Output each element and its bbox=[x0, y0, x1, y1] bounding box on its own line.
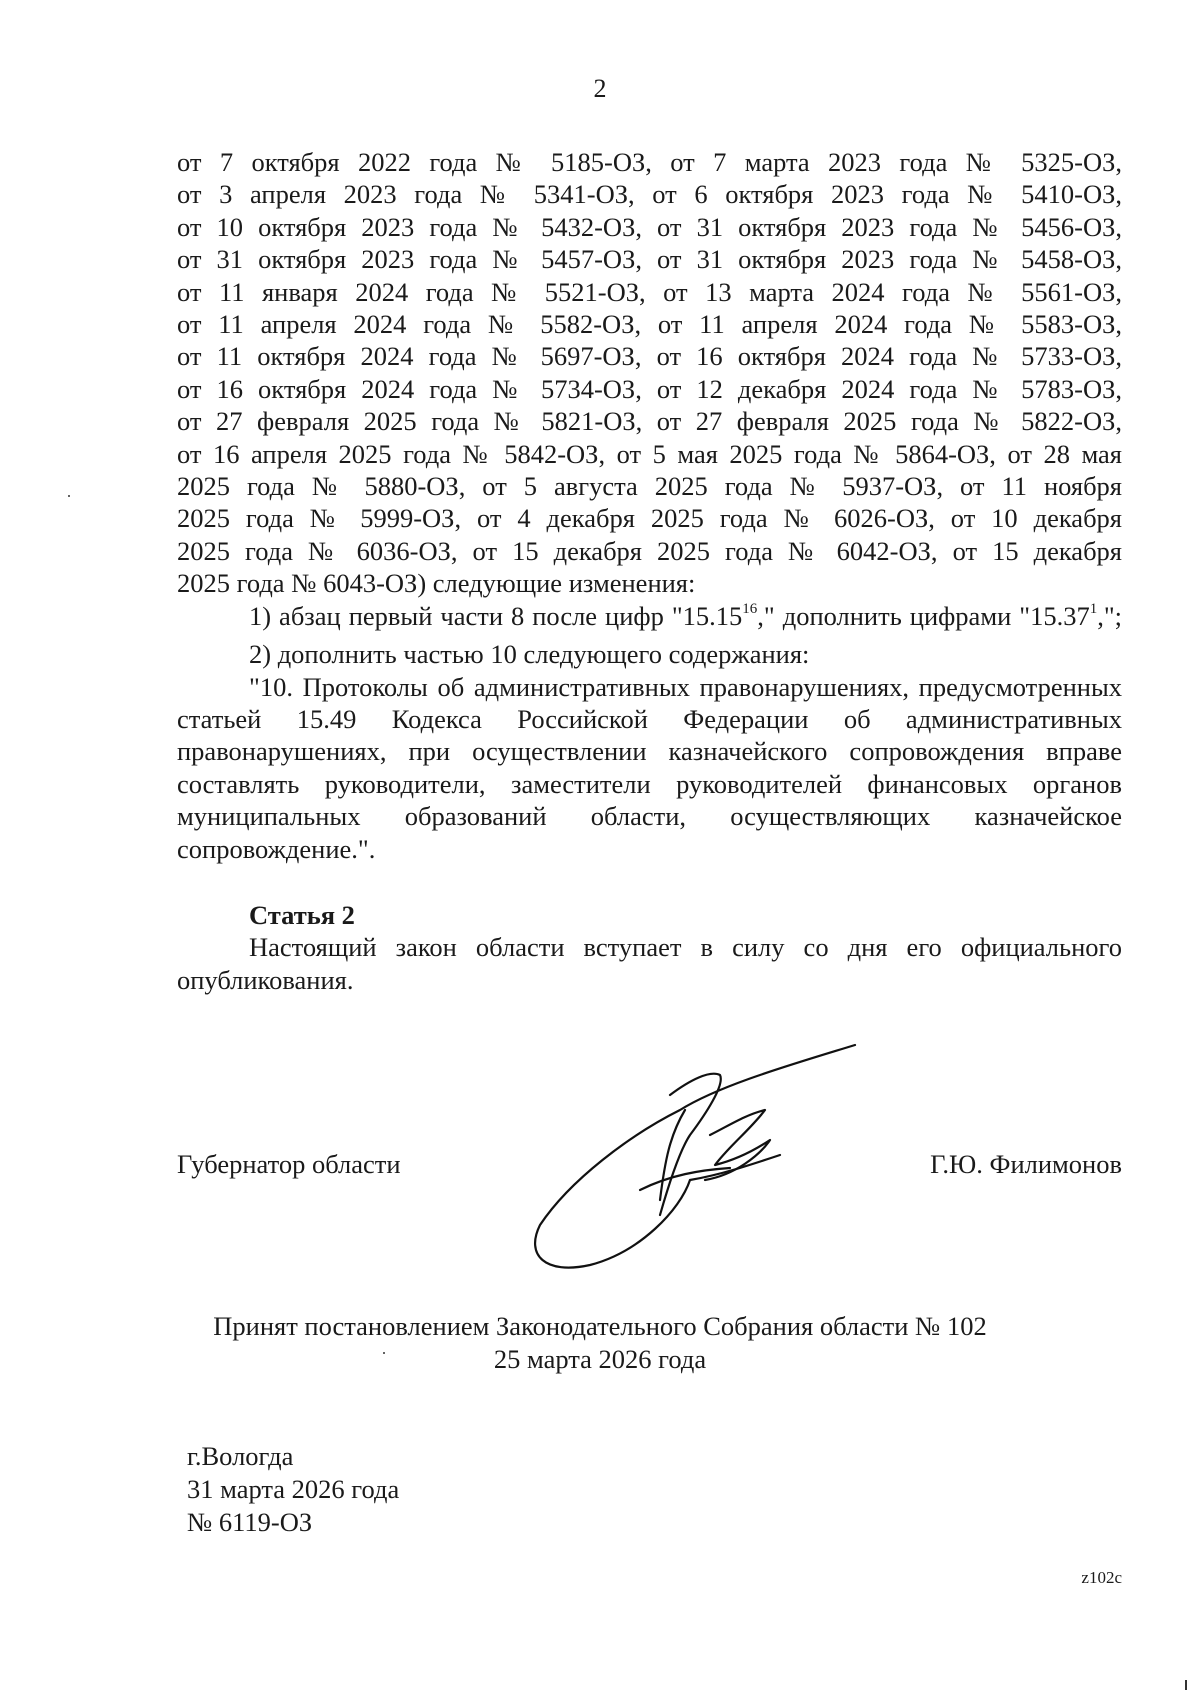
amendment-line: от 11 апреля 2024 года № 5582-ОЗ, от 11 апреля 2024 года № 5583-ОЗ, bbox=[177, 309, 1122, 340]
signatory-position: Губернатор области bbox=[177, 1149, 401, 1179]
item-1-paragraph bbox=[177, 600, 1122, 632]
amendment-line: от 27 февраля 2025 года № 5821-ОЗ, от 27 февраля 2025 года № 5822-ОЗ, bbox=[177, 406, 1122, 437]
place-date-number bbox=[187, 1440, 399, 1539]
scan-speck bbox=[1185, 1680, 1187, 1690]
item-1-text-a: 1) абзац первый части 8 после цифр "15.15 bbox=[249, 600, 743, 631]
adoption-line-1: Принят постановлением Законодательного Собрания области № 102 bbox=[213, 1311, 987, 1341]
item-1-text-c: ,"; bbox=[1097, 600, 1123, 631]
signatory-name: Г.Ю. Филимонов bbox=[930, 1149, 1122, 1179]
item-1-sup-2: 1 bbox=[1089, 600, 1098, 617]
item-2-intro: 2) дополнить частью 10 следующего содержания: bbox=[249, 639, 810, 670]
amendment-line: от 16 апреля 2025 года № 5842-ОЗ, от 5 мая 2025 года № 5864-ОЗ, от 28 мая bbox=[177, 438, 1122, 469]
amendment-line: от 31 октября 2023 года № 5457-ОЗ, от 31 октября 2023 года № 5458-ОЗ, bbox=[177, 244, 1122, 275]
amendment-line: от 3 апреля 2023 года № 5341-ОЗ, от 6 октября 2023 года № 5410-ОЗ, bbox=[177, 179, 1122, 210]
item-1-sup-1: 16 bbox=[742, 600, 758, 617]
amendment-line: 2025 года № 5880-ОЗ, от 5 августа 2025 года № 5937-ОЗ, от 11 ноября bbox=[177, 471, 1122, 502]
amendment-line: от 11 октября 2024 года № 5697-ОЗ, от 16 октября 2024 года № 5733-ОЗ, bbox=[177, 341, 1122, 372]
city: г.Вологда bbox=[187, 1441, 294, 1471]
scan-speck bbox=[68, 495, 70, 497]
item-2-quote: "10. Протоколы об административных правонарушениях, предусмотренных статьей 15.49 Кодекса Российской Федерации об административных правонарушениях, при осуществлении казначейского сопровождения вправе составлять руководители, заместители руководителей финансовых органов муниципальных образований области, осуществляющих казначейское сопровождение.". bbox=[177, 671, 1122, 864]
amendment-line: 2025 года № 6036-ОЗ, от 15 декабря 2025 года № 6042-ОЗ, от 15 декабря bbox=[177, 535, 1122, 566]
amendment-line: 2025 года № 5999-ОЗ, от 4 декабря 2025 года № 6026-ОЗ, от 10 декабря bbox=[177, 503, 1122, 534]
document-body bbox=[177, 146, 1122, 996]
adoption-note bbox=[0, 1310, 1200, 1376]
signing-date: 31 марта 2026 года bbox=[187, 1474, 400, 1504]
amendment-line: от 7 октября 2022 года № 5185-ОЗ, от 7 марта 2023 года № 5325-ОЗ, bbox=[177, 147, 1122, 177]
amendment-line: от 16 октября 2024 года № 5734-ОЗ, от 12 декабря 2024 года № 5783-ОЗ, bbox=[177, 373, 1122, 404]
amendment-line: от 10 октября 2023 года № 5432-ОЗ, от 31 октября 2023 года № 5456-ОЗ, bbox=[177, 211, 1122, 242]
scan-speck bbox=[383, 1352, 385, 1354]
amendment-line: от 11 января 2024 года № 5521-ОЗ, от 13 марта 2024 года № 5561-ОЗ, bbox=[177, 276, 1122, 307]
handwritten-signature bbox=[520, 1040, 860, 1280]
page-number: 2 bbox=[593, 74, 607, 103]
document-code: z102c bbox=[1081, 1568, 1122, 1587]
amendment-line: 2025 года № 6043-ОЗ) следующие изменения: bbox=[177, 568, 696, 599]
item-1-text-b: ," дополнить цифрами "15.37 bbox=[757, 600, 1090, 631]
article-2-title: Статья 2 bbox=[249, 899, 355, 930]
law-number: № 6119-ОЗ bbox=[187, 1507, 313, 1537]
adoption-line-2: 25 марта 2026 года bbox=[493, 1344, 707, 1374]
amendment-list bbox=[177, 146, 1122, 600]
article-2-text: Настоящий закон области вступает в силу со дня его официального опубликования. bbox=[177, 932, 1122, 995]
